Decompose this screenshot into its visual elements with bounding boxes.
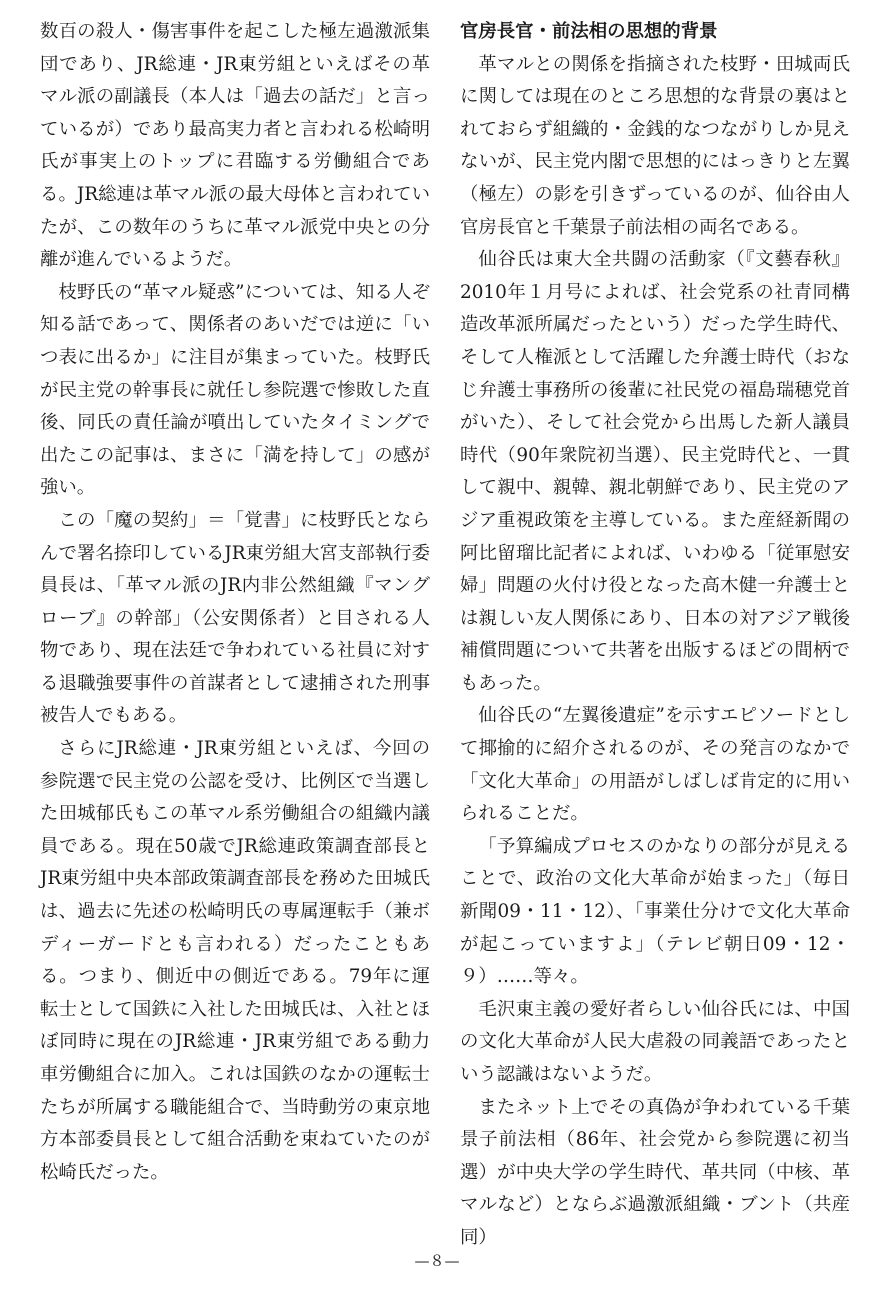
paragraph: 仙谷氏の“左翼後遺症”を示すエピソードとして揶揄的に紹介されるのが、その発言のなかで「文化大革命」の用語がしばしば肯定的に用いられることだ。 <box>460 705 850 825</box>
paragraph: 革マルとの関係を指摘された枝野・田城両氏に関しては現在のところ思想的な背景の裏はとれておらず組織的・金銭的なつながりしか見えないが、民主党内閣で思想的にはっきりと左翼（極左）の影を引きずっているのが、仙谷由人官房長官と千葉景子前法相の両名である。 <box>460 53 850 238</box>
paragraph: またネット上でその真偽が争われている千葉景子前法相（86年、社会党から参院選に初当選）が中央大学の学生時代、革共同（中核、革マルなど）とならぶ過激派組織・ブント（共産同） <box>460 1096 850 1248</box>
right-column <box>460 16 850 1255</box>
paragraph: この「魔の契約」＝「覚書」に枝野氏とならんで署名捺印しているJR東労組大宮支部執行委員長は、「革マル派のJR内非公然組織『マングローブ』の幹部」（公安関係者）と目される人物であり、現在法廷で争われている社員に対する退職強要事件の首謀者として逮捕された刑事被告人でもある。 <box>40 509 430 727</box>
paragraph: さらにJR総連・JR東労組といえば、今回の参院選で民主党の公認を受け、比例区で当選した田城郁氏もこの革マル系労働組合の組織内議員である。現在50歳でJR総連政策調査部長とJR東労組中央本部政策調査部長を務めた田城氏は、過去に先述の松崎明氏の専属運転手（兼ボディーガードとも言われる）だったこともある。つまり、側近中の側近である。79年に運転士として国鉄に入社した田城氏は、入社とほぼ同時に現在のJR総連・JR東労組である動力車労働組合に加入。これは国鉄のなかの運転士たちが所属する職能組合で、当時動労の東京地方本部委員長として組合活動を束ねていたのが松崎氏だった。 <box>40 738 430 1183</box>
paragraph: 仙谷氏は東大全共闘の活動家（『文藝春秋』2010年１月号によれば、社会党系の社青同構造改革派所属だったという）だった学生時代、そして人権派として活躍した弁護士時代（おなじ弁護士事務所の後輩に社民党の福島瑞穂党首がいた）、そして社会党から出馬した新人議員時代（90年衆院初当選）、民主党時代と、一貫して親中、親韓、親北朝鮮であり、民主党のアジア重視政策を主導している。また産経新聞の阿比留瑠比記者によれば、いわゆる「従軍慰安婦」問題の火付け役となった高木健一弁護士とは親しい友人関係にあり、日本の対アジア戦後補償問題について共著を出版するほどの間柄でもあった。 <box>460 249 850 694</box>
page-number: —８— <box>414 1252 460 1270</box>
left-column <box>40 16 430 1189</box>
paragraph: 毛沢東主義の愛好者らしい仙谷氏には、中国の文化大革命が人民大虐殺の同義語であったという認識はないようだ。 <box>460 998 850 1085</box>
paragraph: 「予算編成プロセスのかなりの部分が見えることで、政治の文化大革命が始まった」（毎日新聞09・11・12）、「事業仕分けで文化大革命が起こっていますよ」（テレビ朝日09・12・９）……等々。 <box>460 835 850 988</box>
section-heading: 官房長官・前法相の思想的背景 <box>460 21 718 42</box>
paragraph: 数百の殺人・傷害事件を起こした極左過激派集団であり、JR総連・JR東労組といえばその革マル派の副議長（本人は「過去の話だ」と言っているが）であり最高実力者と言われる松崎明氏が事実上のトップに君臨する労働組合である。JR総連は革マル派の最大母体と言われていたが、この数年のうちに革マル派党中央との分離が進んでいるようだ。 <box>40 21 430 271</box>
paragraph: 枝野氏の“革マル疑惑”については、知る人ぞ知る話であって、関係者のあいだでは逆に「いつ表に出るか」に注目が集まっていた。枝野氏が民主党の幹事長に就任し参院選で惨敗した直後、同氏の責任論が噴出していたタイミングで出たこの記事は、まさに「満を持して」の感が強い。 <box>40 281 430 499</box>
